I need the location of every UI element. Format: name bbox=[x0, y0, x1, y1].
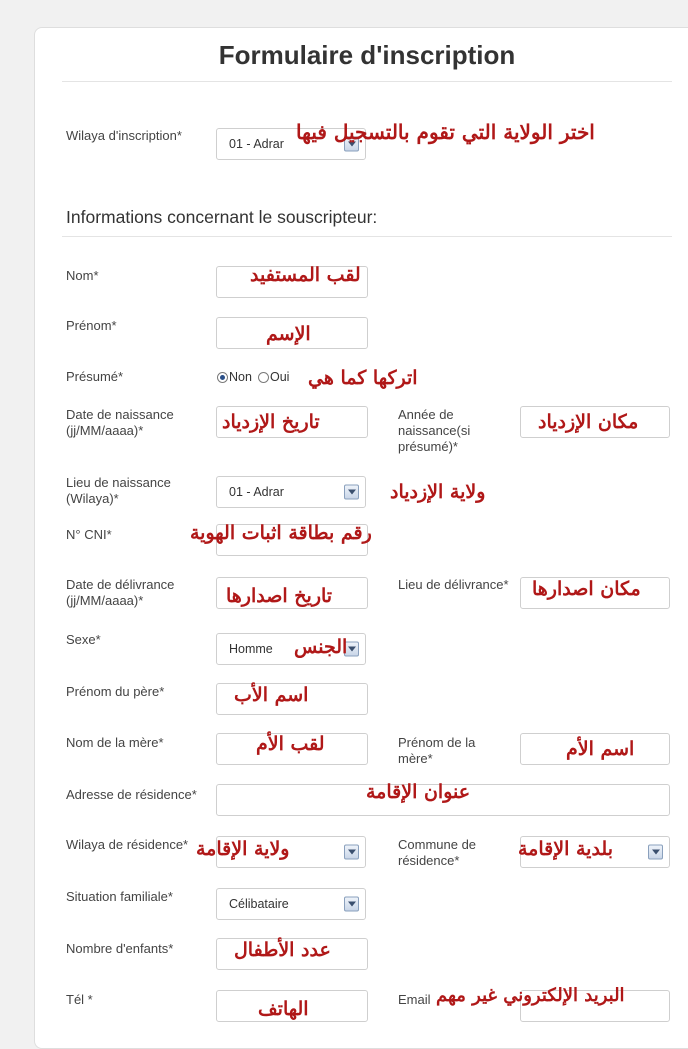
wilaya-inscription-value: 01 - Adrar bbox=[229, 137, 284, 151]
delivrance-date-label bbox=[66, 577, 174, 609]
annotation-commune: بلدية الإقامة bbox=[518, 838, 613, 860]
title-divider bbox=[62, 81, 672, 82]
annee-label-line2: naissance(si bbox=[398, 423, 471, 438]
commune-label bbox=[398, 837, 476, 869]
chevron-down-icon[interactable] bbox=[648, 845, 663, 860]
annee-label-line3: présumé)* bbox=[398, 439, 458, 454]
sexe-value: Homme bbox=[229, 642, 273, 656]
situation-value: Célibataire bbox=[229, 897, 289, 911]
annotation-cni: رقم بطاقة اثبات الهوية bbox=[190, 522, 372, 544]
annotation-delivrance-date: تاريخ اصدارها bbox=[226, 585, 333, 607]
dob-label bbox=[66, 407, 174, 439]
annotation-adresse: عنوان الإقامة bbox=[366, 781, 471, 803]
annotation-sexe: الجنس bbox=[294, 636, 348, 658]
commune-label-line1: Commune de bbox=[398, 837, 477, 852]
form-title: Formulaire d'inscription bbox=[218, 40, 516, 70]
annotation-nom-mere: لقب الأم bbox=[256, 733, 325, 755]
section-title: Informations concernant le souscripteur: bbox=[66, 207, 378, 227]
dob-label-line1: Date de naissance bbox=[66, 407, 174, 422]
wilaya-inscription-label: Wilaya d'inscription* bbox=[66, 128, 182, 143]
dob-label-line2: (jj/MM/aaaa)* bbox=[66, 423, 144, 438]
annotation-delivrance-lieu: مكان اصدارها bbox=[532, 578, 641, 600]
presume-non-label: Non bbox=[229, 370, 252, 384]
enfants-label: Nombre d'enfants* bbox=[66, 941, 174, 956]
lieu-naissance-label-line1: Lieu de naissance bbox=[66, 475, 171, 490]
annotation-wilaya-residence: ولاية الإقامة bbox=[196, 838, 290, 860]
delivrance-date-label-line2: (jj/MM/aaaa)* bbox=[66, 593, 144, 608]
delivrance-date-label-line1: Date de délivrance bbox=[66, 577, 175, 592]
annotation-enfants: عدد الأطفال bbox=[234, 939, 331, 961]
annotation-presume: اتركها كما هي bbox=[308, 367, 418, 389]
prenom-mere-label-line2: mère* bbox=[398, 751, 433, 766]
nom-mere-label: Nom de la mère* bbox=[66, 735, 164, 750]
adresse-label: Adresse de résidence* bbox=[66, 787, 197, 802]
annotation-annee: مكان الإزدياد bbox=[538, 411, 639, 433]
presume-oui-label: Oui bbox=[270, 370, 290, 384]
sexe-label: Sexe* bbox=[66, 632, 101, 647]
annotation-dob: تاريخ الإزدياد bbox=[222, 411, 320, 433]
lieu-naissance-label bbox=[66, 475, 171, 507]
situation-label: Situation familiale* bbox=[66, 889, 173, 904]
annotation-email: البريد الإلكتروني غير مهم bbox=[436, 985, 625, 1006]
lieu-naissance-select[interactable] bbox=[216, 476, 366, 508]
annotation-prenom-pere: اسم الأب bbox=[234, 684, 309, 706]
annotation-lieu-naissance: ولاية الإزدياد bbox=[390, 481, 486, 503]
annotation-prenom: الإسم bbox=[266, 323, 311, 345]
nom-label: Nom* bbox=[66, 268, 99, 283]
presume-oui-radio[interactable] bbox=[258, 372, 269, 383]
wilaya-residence-label: Wilaya de résidence* bbox=[66, 837, 189, 852]
chevron-down-icon[interactable] bbox=[344, 897, 359, 912]
lieu-naissance-label-line2: (Wilaya)* bbox=[66, 491, 119, 506]
prenom-label: Prénom* bbox=[66, 318, 117, 333]
delivrance-lieu-label: Lieu de délivrance* bbox=[398, 577, 509, 592]
annotation-nom: لقب المستفيد bbox=[250, 264, 361, 286]
email-label: Email bbox=[398, 992, 431, 1007]
situation-select[interactable] bbox=[216, 888, 366, 920]
annotation-tel: الهاتف bbox=[258, 998, 309, 1020]
cni-label: N° CNI* bbox=[66, 527, 112, 542]
annotation-prenom-mere: اسم الأم bbox=[566, 738, 635, 760]
commune-label-line2: résidence* bbox=[398, 853, 460, 868]
section-divider bbox=[62, 236, 672, 237]
chevron-down-icon[interactable] bbox=[344, 845, 359, 860]
prenom-pere-label: Prénom du père* bbox=[66, 684, 165, 699]
prenom-mere-label-line1: Prénom de la bbox=[398, 735, 476, 750]
annee-label-line1: Année de bbox=[398, 407, 454, 422]
annotation-wilaya: اختر الولاية التي تقوم بالتسجيل فيها bbox=[296, 120, 595, 144]
presume-non-radio[interactable] bbox=[217, 372, 228, 383]
presume-label: Présumé* bbox=[66, 369, 124, 384]
chevron-down-icon[interactable] bbox=[344, 485, 359, 500]
annee-label bbox=[398, 407, 470, 455]
prenom-mere-label bbox=[398, 735, 475, 767]
lieu-naissance-value: 01 - Adrar bbox=[229, 485, 284, 499]
tel-label: Tél * bbox=[66, 992, 93, 1007]
